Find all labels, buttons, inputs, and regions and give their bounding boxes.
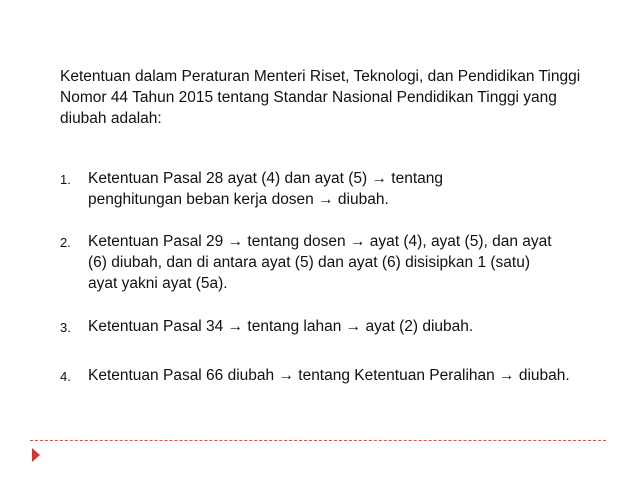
list-item-text: [88, 168, 600, 210]
list-item-number: 2.: [60, 235, 71, 250]
intro-line: diubah adalah:: [60, 110, 162, 127]
intro-line: Nomor 44 Tahun 2015 tentang Standar Nasional Pendidikan Tinggi yang: [60, 89, 557, 106]
dashed-divider: [30, 440, 606, 441]
intro-paragraph: [60, 66, 600, 129]
list-item-line: penghitungan beban kerja dosen → diubah.: [88, 191, 389, 208]
list-item-number: 3.: [60, 320, 71, 335]
list-item-text: [88, 231, 600, 294]
list-item-number: 1.: [60, 172, 71, 187]
list-item-number: 4.: [60, 369, 71, 384]
triangle-right-icon: [32, 448, 40, 462]
list-item-2: [60, 231, 600, 294]
list-item-1: [60, 168, 600, 210]
list-item-line: ayat yakni ayat (5a).: [88, 275, 228, 292]
list-item-line: Ketentuan Pasal 29 → tentang dosen → ayat (4), ayat (5), dan ayat: [88, 233, 552, 250]
list-item-3: [60, 316, 600, 338]
list-item-line: Ketentuan Pasal 34 → tentang lahan → ayat (2) diubah.: [88, 318, 474, 335]
list-item-line: (6) diubah, dan di antara ayat (5) dan ayat (6) disisipkan 1 (satu): [88, 254, 530, 271]
intro-line: Ketentuan dalam Peraturan Menteri Riset, Teknologi, dan Pendidikan Tinggi: [60, 68, 581, 85]
list-item-line: Ketentuan Pasal 66 diubah → tentang Ketentuan Peralihan → diubah.: [88, 367, 570, 384]
list-item-text: [88, 316, 600, 338]
list-item-text: [88, 365, 600, 387]
list-item-line: Ketentuan Pasal 28 ayat (4) dan ayat (5) → tentang: [88, 170, 444, 187]
list-item-4: [60, 365, 600, 387]
